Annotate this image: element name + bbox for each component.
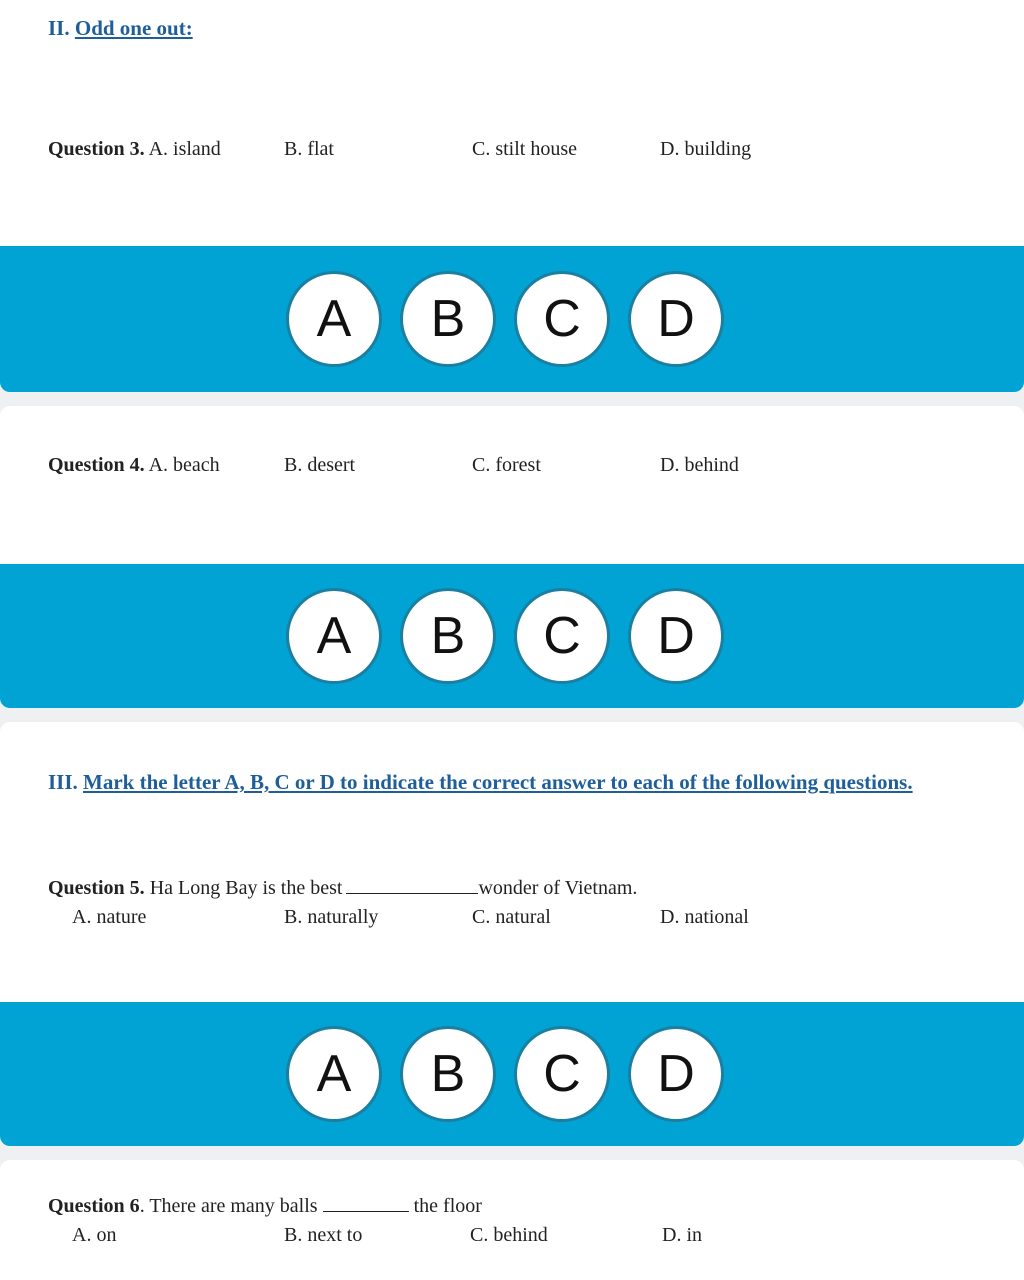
option-a: A. beach (148, 454, 220, 476)
question-card-6 (0, 1160, 1024, 1280)
answer-choices (0, 1026, 1024, 1122)
answer-blank (346, 876, 478, 894)
question-label: Question 6 (48, 1195, 140, 1217)
option-b: B. next to (284, 1224, 363, 1246)
answer-button-b[interactable]: B (400, 271, 496, 367)
option-d: D. building (660, 138, 752, 160)
question-label: Question 5. (48, 877, 145, 899)
answer-button-c[interactable]: C (514, 271, 610, 367)
question-card-4 (0, 406, 1024, 564)
section-roman-numeral: III. (48, 770, 78, 794)
answer-blank (323, 1194, 409, 1212)
answer-button-d[interactable]: D (628, 271, 724, 367)
option-c: C. stilt house (472, 138, 578, 160)
section-title: Odd one out: (74, 16, 193, 40)
section-heading-multiple-choice (48, 770, 913, 795)
section-heading-odd-one-out (48, 16, 193, 41)
answer-band-4 (0, 564, 1024, 708)
answer-button-b[interactable]: B (400, 588, 496, 684)
question-5-stem (48, 876, 637, 900)
section-roman-numeral: II. (48, 16, 70, 40)
option-c: C. behind (470, 1224, 548, 1246)
option-c: C. natural (472, 906, 551, 928)
answer-band-3 (0, 246, 1024, 392)
question-stem-before: There are many balls (149, 1195, 318, 1217)
question-card-3 (0, 0, 1024, 246)
section-title: Mark the letter A, B, C or D to indicate the correct answer to each of the following questions. (83, 770, 913, 794)
question-card-5 (0, 722, 1024, 1002)
answer-button-a[interactable]: A (286, 588, 382, 684)
option-d: D. in (662, 1224, 702, 1246)
answer-button-a[interactable]: A (286, 271, 382, 367)
question-3-line (48, 138, 221, 161)
option-a: A. nature (72, 906, 147, 928)
answer-button-d[interactable]: D (628, 1026, 724, 1122)
option-c: C. forest (472, 454, 541, 476)
question-4-line (48, 454, 220, 477)
question-label: Question 3. (48, 138, 145, 160)
question-stem-after: wonder of Vietnam. (478, 877, 638, 899)
answer-button-b[interactable]: B (400, 1026, 496, 1122)
answer-button-c[interactable]: C (514, 1026, 610, 1122)
option-a: A. island (148, 138, 221, 160)
question-label: Question 4. (48, 454, 145, 476)
option-b: B. desert (284, 454, 356, 476)
answer-choices (0, 271, 1024, 367)
answer-band-5 (0, 1002, 1024, 1146)
question-label-dot: . (139, 1195, 145, 1217)
answer-choices (0, 588, 1024, 684)
answer-button-c[interactable]: C (514, 588, 610, 684)
question-stem-before: Ha Long Bay is the best (149, 877, 343, 899)
answer-button-a[interactable]: A (286, 1026, 382, 1122)
question-stem-after: the floor (413, 1195, 482, 1217)
option-a: A. on (72, 1224, 117, 1246)
answer-button-d[interactable]: D (628, 588, 724, 684)
option-b: B. flat (284, 138, 334, 160)
question-6-stem (48, 1194, 482, 1218)
option-b: B. naturally (284, 906, 379, 928)
option-d: D. national (660, 906, 749, 928)
option-d: D. behind (660, 454, 739, 476)
